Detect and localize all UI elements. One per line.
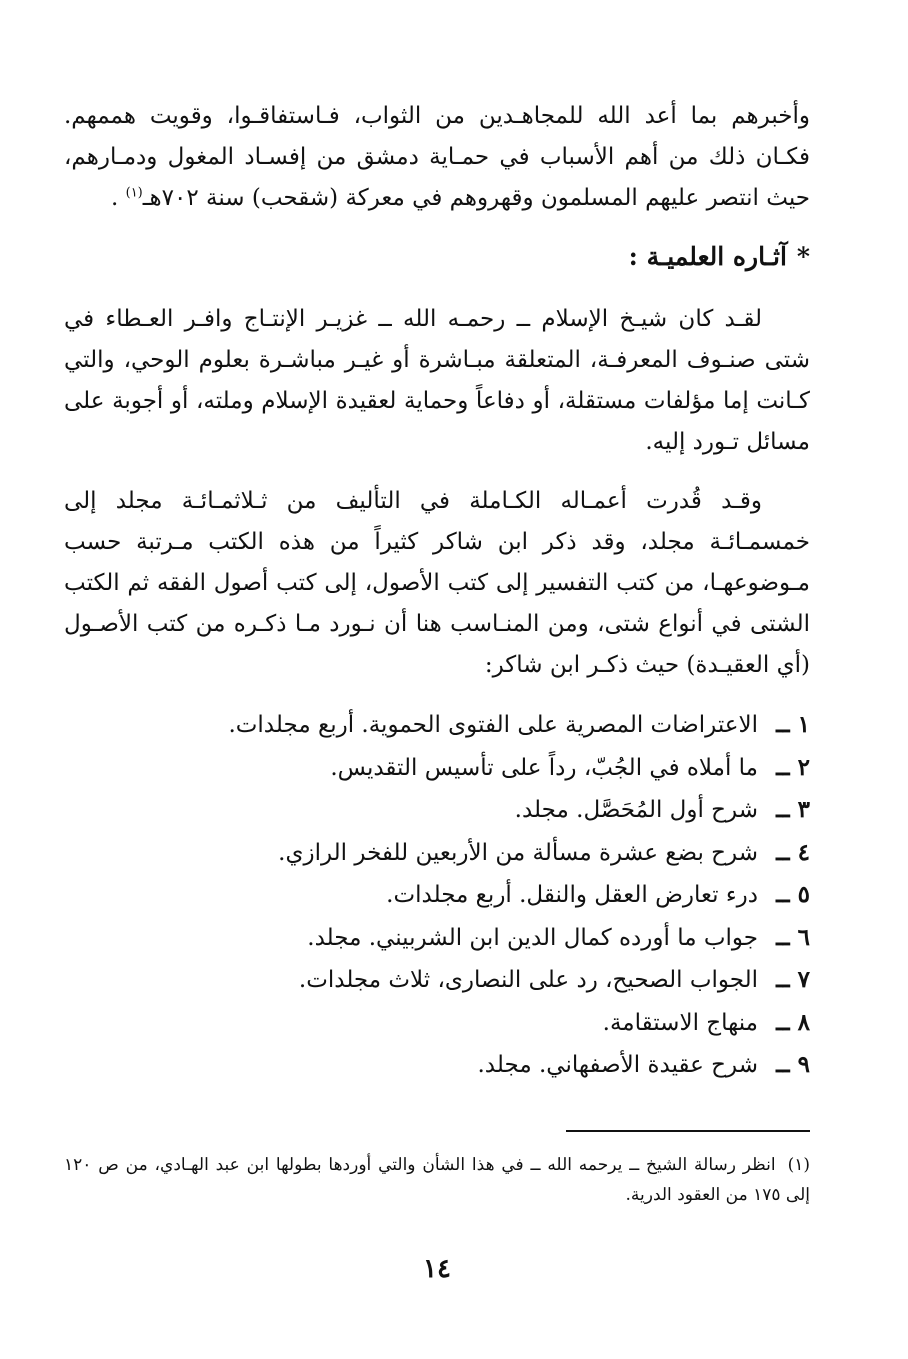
list-item-number: ٥ ــ (776, 881, 810, 908)
list-item (64, 747, 810, 790)
list-item-number: ٢ ــ (776, 753, 810, 781)
list-item-number: ٧ ــ (776, 966, 810, 993)
page-number: ١٤ (423, 1254, 451, 1284)
list-item-title: شرح أول المُحَصَّل. مجلد. (514, 797, 758, 823)
list-item-title: الاعتراضات المصرية على الفتوى الحموية. أربع مجلدات. (228, 712, 758, 738)
book-page (64, 96, 810, 1306)
section-heading (64, 237, 810, 277)
footnote (64, 1150, 810, 1210)
paragraph-works: وقـد قُدرت أعمـاله الكـاملة في التأليف من ثـلاثمـائـة مجلد إلى خمسمـائـة مجلد، وقد ذكر ابن شاكر كثيراً من هذه الكتب مـرتبة حسب مـوضوعهـا، من كتب التفسير إلى كتب الأصول، إلى كتب أصول الفقه ثم الكتب الشتى في أنواع شتى، ومن المنـاسب هنا أن نـورد مـا ذكـره من كتب الأصـول (أي العقيـدة) حيث ذكـر ابن شاكر: (64, 488, 810, 678)
list-item-number: ١ ــ (776, 711, 810, 738)
footnote-divider (566, 1130, 810, 1132)
footnote-text: انظر رسالة الشيخ ــ يرحمه الله ــ في هذا الشأن والتي أوردها بطولها ابن عبد الهـادي، من ص ١٢٠ إلى ١٧٥ من العقود الدرية. (64, 1155, 810, 1205)
list-item-title: جواب ما أورده كمال الدين ابن الشربيني. مجلد. (307, 924, 758, 951)
paragraph-intro-text: وأخبرهم بما أعد الله للمجاهـدين من الثواب، فـاستفاقـوا، وقويت هممهم. فكـان ذلك من أهم الأسباب في حمـاية دمشق من إفسـاد المغول ودمـارهم، حيث انتصر عليهم المسلمون وقهروهم في معركة (شقحب) سنة ٧٠٢هـ (64, 103, 810, 211)
list-item-number: ٨ ــ (776, 1008, 810, 1036)
list-item (64, 917, 810, 960)
list-item-number: ٣ ــ (776, 796, 810, 823)
list-item-title: شرح بضع عشرة مسألة من الأربعين للفخر الرازي. (278, 839, 758, 866)
list-item-title: منهاج الاستقامة. (602, 1009, 758, 1036)
works-list (64, 704, 810, 1087)
list-item (64, 959, 810, 1002)
list-item-title: درء تعارض العقل والنقل. أربع مجلدات. (386, 882, 758, 908)
footnote-number: (١) (787, 1155, 810, 1175)
paragraph-intro (64, 96, 810, 219)
list-item-number: ٦ ــ (776, 923, 810, 951)
list-item (64, 874, 810, 917)
list-item (64, 832, 810, 875)
list-item-number: ٩ ــ (776, 1051, 810, 1078)
paragraph-productivity: لقـد كان شيـخ الإسلام ــ رحمـه الله ــ غزيـر الإنتـاج وافـر العـطاء في شتى صنـوف المعرفـة، المتعلقة مبـاشرة أو غيـر مباشـرة بعلوم الوحي، والتي كـانت إما مؤلفات مستقلة، أو دفاعاً وحماية لعقيدة الإسلام وملته، أو أجوبة على مسائل تـورد إليه. (64, 306, 810, 455)
list-item (64, 1002, 810, 1045)
asterisk-icon: * (796, 242, 810, 271)
section-heading-text: آثـاره العلميـة : (628, 242, 787, 271)
list-item-title: شرح عقيدة الأصفهاني. مجلد. (477, 1052, 758, 1078)
list-item (64, 1044, 810, 1087)
list-item (64, 789, 810, 832)
list-item-title: ما أملاه في الجُبّ، رداً على تأسيس التقديس. (330, 754, 758, 781)
paragraph-intro-end: . (110, 185, 126, 211)
list-item-number: ٤ ــ (776, 838, 810, 866)
list-item-title: الجواب الصحيح، رد على النصارى، ثلاث مجلدات. (298, 967, 758, 993)
list-item (64, 704, 810, 747)
footnote-reference[interactable]: (١) (125, 185, 143, 201)
